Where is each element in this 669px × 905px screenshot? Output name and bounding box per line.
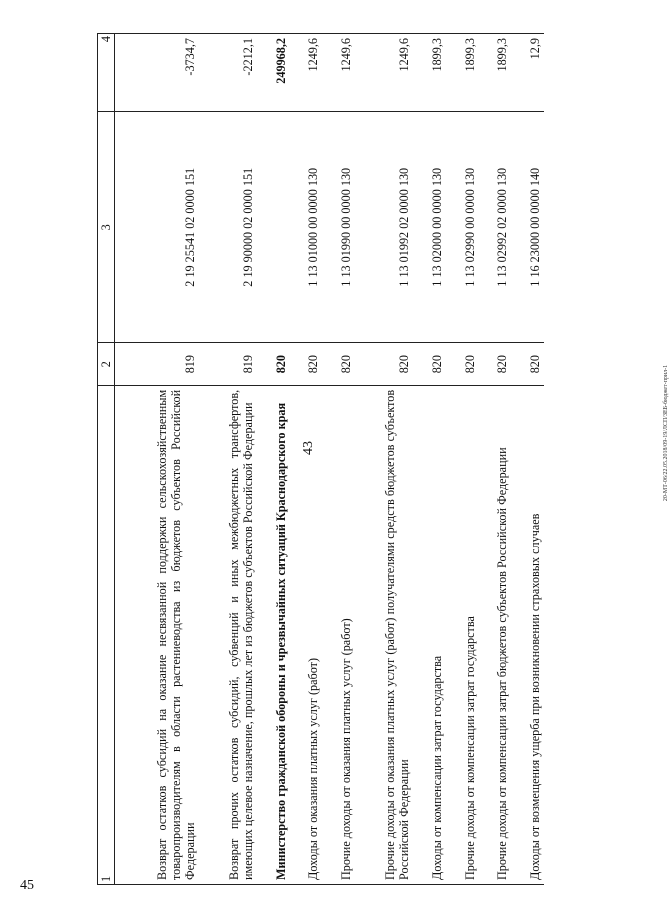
row-code: 820 <box>257 343 290 385</box>
row-kbk: 2 19 25541 02 0000 151 <box>115 112 199 343</box>
row-code: 820 <box>290 343 323 385</box>
row-name: Министерство гражданской обороны и чрезвычайных ситуаций Краснодарского края <box>257 385 290 884</box>
table-row <box>511 34 544 885</box>
row-amount: 1899,3 <box>413 34 446 112</box>
row-name: Прочие доходы от компенсации затрат государства <box>446 385 479 884</box>
row-amount: 249968,2 <box>257 34 290 112</box>
row-kbk: 1 13 01992 02 0000 130 <box>355 112 413 343</box>
row-code: 820 <box>322 343 355 385</box>
row-code: 819 <box>115 343 199 385</box>
row-code: 819 <box>199 343 257 385</box>
table-row <box>322 34 355 885</box>
header-col-2: 2 <box>98 343 115 385</box>
row-code: 820 <box>413 343 446 385</box>
row-name: Доходы от компенсации затрат государства <box>413 385 446 884</box>
row-name: Прочие доходы от оказания платных услуг (работ) <box>322 385 355 884</box>
row-amount: 1899,3 <box>479 34 512 112</box>
budget-table <box>97 33 544 885</box>
table-row <box>257 34 290 885</box>
table-row <box>446 34 479 885</box>
row-kbk <box>257 112 290 343</box>
row-amount: 1899,3 <box>446 34 479 112</box>
row-name: Возврат прочих остатков субсидий, субвенций и иных межбюджетных трансфертов, имеющих целевое назначение, прошлых лет из бюджетов субъектов Российской Федерации <box>199 385 257 884</box>
header-col-3: 3 <box>98 112 115 343</box>
row-kbk: 1 13 01990 00 0000 130 <box>322 112 355 343</box>
table-row <box>413 34 446 885</box>
row-amount: 1249,6 <box>290 34 323 112</box>
row-amount: 1249,6 <box>322 34 355 112</box>
row-kbk: 1 13 02000 00 0000 130 <box>413 112 446 343</box>
row-kbk: 2 19 90000 02 0000 151 <box>199 112 257 343</box>
row-amount: 12,9 <box>511 34 544 112</box>
page-number-top: 43 <box>301 441 316 455</box>
row-code: 820 <box>511 343 544 385</box>
row-amount: 1249,6 <box>355 34 413 112</box>
header-row <box>98 34 115 885</box>
table-row <box>290 34 323 885</box>
footer-code: 20-МТ-06/22.05.2018/09-19/ЛСП/ЗЕБ-бюджет-прил-1 <box>663 364 669 502</box>
table-row <box>199 34 257 885</box>
row-code: 820 <box>479 343 512 385</box>
table-row <box>115 34 199 885</box>
table-row <box>355 34 413 885</box>
row-name: Прочие доходы от компенсации затрат бюджетов субъектов Российской Федерации <box>479 385 512 884</box>
row-code: 820 <box>446 343 479 385</box>
header-col-1: 1 <box>98 385 115 884</box>
row-name: Прочие доходы от оказания платных услуг (работ) получателями средств бюджетов субъектов Российской Федерации <box>355 385 413 884</box>
page-number-bottom: 45 <box>20 878 34 893</box>
row-kbk: 1 16 23000 00 0000 140 <box>511 112 544 343</box>
rotated-table-wrapper <box>97 33 544 885</box>
row-kbk: 1 13 02992 02 0000 130 <box>479 112 512 343</box>
row-name: Доходы от возмещения ущерба при возникновении страховых случаев <box>511 385 544 884</box>
row-amount: -3734,7 <box>115 34 199 112</box>
table-row <box>479 34 512 885</box>
row-kbk: 1 13 02990 00 0000 130 <box>446 112 479 343</box>
row-amount: -2212,1 <box>199 34 257 112</box>
row-name: Возврат остатков субсидий на оказание несвязанной поддержки сельскохозяйственным товаропроизводителям в области растениеводства из бюджетов субъектов Российской Федерации <box>115 385 199 884</box>
row-code: 820 <box>355 343 413 385</box>
row-kbk: 1 13 01000 00 0000 130 <box>290 112 323 343</box>
row-name: Доходы от оказания платных услуг (работ) <box>290 385 323 884</box>
header-col-4: 4 <box>98 34 115 112</box>
